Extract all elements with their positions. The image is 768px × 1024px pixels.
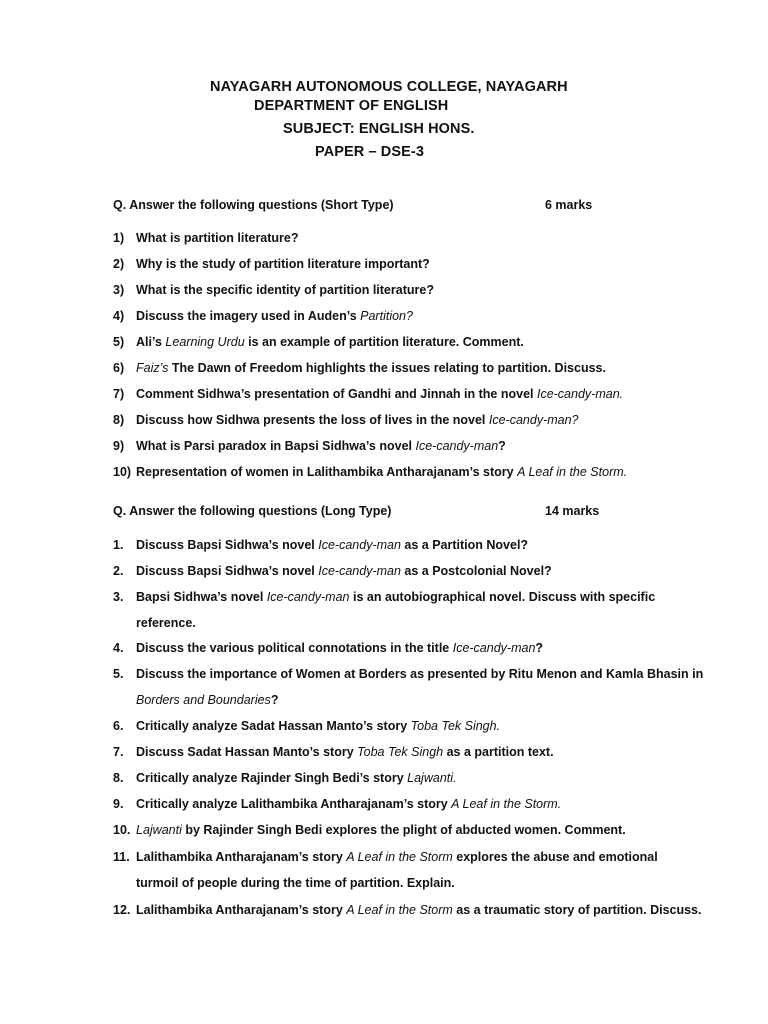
italic-title-text: Lajwanti [136,823,182,837]
question-number: 2) [113,257,125,271]
question-body [136,387,623,401]
subject-line: SUBJECT: ENGLISH HONS. [283,121,475,137]
question-continuation [136,876,455,890]
question-body [136,309,413,323]
question-continuation [136,693,278,707]
question-text: Representation of women in Lalithambika Antharajanam’s story [136,465,518,479]
question-body [136,335,524,349]
question-body [136,257,430,271]
question-text: Discuss Bapsi Sidhwa’s novel [136,564,319,578]
department-name: DEPARTMENT OF ENGLISH [254,98,449,114]
italic-title-text: A Leaf in the Storm [346,850,453,864]
question-body [136,667,703,681]
question-text: as a traumatic story of partition. Discuss. [452,903,702,917]
question-number: 8) [113,413,125,427]
question-text: Discuss Bapsi Sidhwa’s novel [136,538,319,552]
question-text: turmoil of people during the time of partition. Explain. [136,876,455,890]
question-text: What is partition literature? [136,231,299,245]
question-number: 5. [113,667,124,681]
question-body [136,797,561,811]
question-text: Discuss the importance of Women at Borders as presented by Ritu Menon and Kamla Bhasin in [136,667,704,681]
question-body [136,771,457,785]
italic-title-text: A Leaf in the Storm [346,903,453,917]
question-number: 5) [113,335,125,349]
italic-title-text: Ice-candy-man. [536,387,624,401]
question-continuation [136,616,196,630]
question-body [136,564,552,578]
italic-title-text: Toba Tek Singh. [410,719,501,733]
italic-title-text: Ice-candy-man [318,538,401,552]
question-number: 6. [113,719,124,733]
question-text: as a Partition Novel? [400,538,529,552]
italic-title-text: Ice-candy-man [318,564,401,578]
italic-title-text: Lajwanti. [407,771,457,785]
question-body [136,850,658,864]
question-number: 8. [113,771,124,785]
question-text: Critically analyze Rajinder Singh Bedi’s story [136,771,408,785]
question-body [136,641,543,655]
question-body [136,538,528,552]
question-text: Discuss how Sidhwa presents the loss of lives in the novel [136,413,489,427]
question-text: What is Parsi paradox in Bapsi Sidhwa’s novel [136,439,416,453]
question-number: 6) [113,361,125,375]
question-number: 10) [113,465,132,479]
question-text: explores the abuse and emotional [452,850,658,864]
italic-title-text: Learning Urdu [165,335,245,349]
italic-title-text: Ice-candy-man [415,439,499,453]
question-text: is an example of partition literature. Comment. [244,335,524,349]
question-number: 11. [113,850,130,864]
question-number: 3) [113,283,125,297]
question-number: 7) [113,387,125,401]
question-text: Lalithambika Antharajanam’s story [136,903,347,917]
question-body [136,361,606,375]
question-text: ? [535,641,544,655]
question-text: Bapsi Sidhwa’s novel [136,590,267,604]
question-number: 12. [113,903,131,917]
italic-title-text: Partition? [360,309,413,323]
italic-title-text: Toba Tek Singh [357,745,444,759]
long-questions-marks: 14 marks [545,504,600,518]
italic-title-text: Borders and Boundaries [136,693,271,707]
italic-title-text: Faiz’s [136,361,169,375]
question-text: Ali’s [136,335,166,349]
question-number: 1. [113,538,124,552]
question-text: The Dawn of Freedom highlights the issues relating to partition. Discuss. [168,361,606,375]
question-number: 10. [113,823,131,837]
question-text: Discuss the various political connotations in the title [136,641,453,655]
long-questions-heading: Q. Answer the following questions (Long Type) [113,504,392,518]
question-text: Discuss Sadat Hassan Manto’s story [136,745,358,759]
question-body [136,465,627,479]
question-body [136,413,579,427]
question-text: Critically analyze Sadat Hassan Manto’s story [136,719,411,733]
italic-title-text: A Leaf in the Storm. [517,465,628,479]
question-number: 9) [113,439,125,453]
italic-title-text: Ice-candy-man? [488,413,579,427]
question-text: Lalithambika Antharajanam’s story [136,850,347,864]
question-text: ? [270,693,279,707]
question-number: 2. [113,564,124,578]
question-number: 4. [113,641,124,655]
question-number: 7. [113,745,124,759]
question-body [136,590,655,604]
question-body [136,283,434,297]
italic-title-text: Ice-candy-man [266,590,350,604]
question-body [136,903,701,917]
question-text: Critically analyze Lalithambika Antharajanam’s story [136,797,452,811]
question-number: 9. [113,797,124,811]
question-text: What is the specific identity of partition literature? [136,283,434,297]
question-body [136,823,626,837]
question-number: 1) [113,231,125,245]
italic-title-text: Ice-candy-man [452,641,536,655]
question-text: by Rajinder Singh Bedi explores the plight of abducted women. Comment. [181,823,626,837]
question-body [136,719,500,733]
question-text: Why is the study of partition literature important? [136,257,430,271]
college-name: NAYAGARH AUTONOMOUS COLLEGE, NAYAGARH [210,79,568,95]
question-number: 4) [113,309,125,323]
short-questions-heading: Q. Answer the following questions (Short Type) [113,198,394,212]
question-body [136,231,299,245]
question-body [136,439,506,453]
question-text: Discuss the imagery used in Auden’s [136,309,361,323]
paper-line: PAPER – DSE-3 [315,144,425,160]
question-text: as a Postcolonial Novel? [400,564,552,578]
question-text: reference. [136,616,196,630]
question-text: ? [498,439,506,453]
question-text: is an autobiographical novel. Discuss with specific [349,590,656,604]
question-body [136,745,554,759]
question-number: 3. [113,590,124,604]
italic-title-text: A Leaf in the Storm. [451,797,562,811]
short-questions-marks: 6 marks [545,198,593,212]
question-text: as a partition text. [443,745,554,759]
question-text: Comment Sidhwa’s presentation of Gandhi and Jinnah in the novel [136,387,537,401]
